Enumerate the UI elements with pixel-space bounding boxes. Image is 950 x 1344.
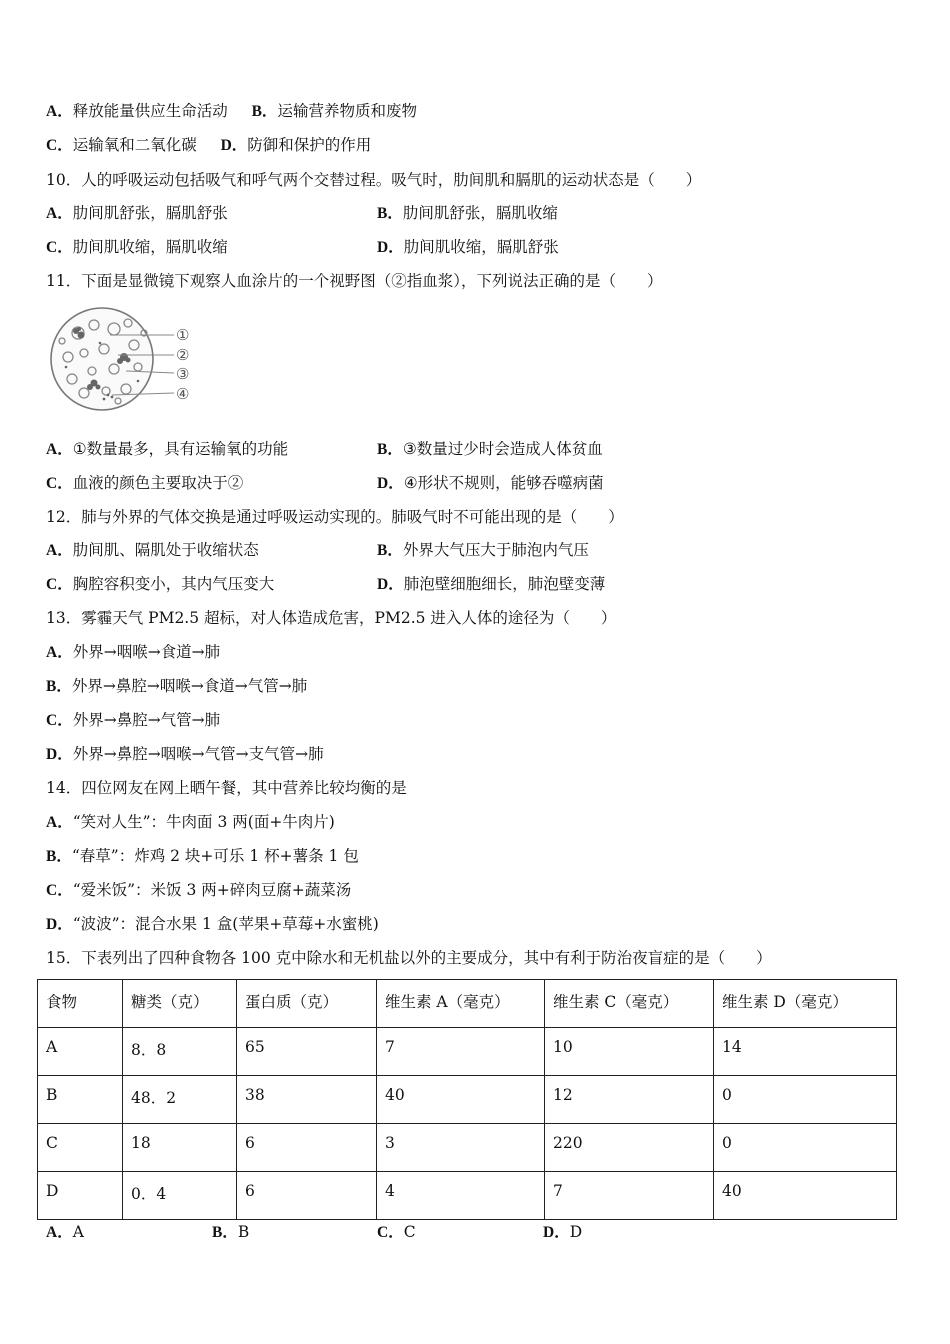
table-cell: 0: [714, 1076, 897, 1124]
q9-option-c-label: C．: [46, 137, 73, 154]
q10-stem: 10．人的呼吸运动包括吸气和呼气两个交替过程。吸气时，肋间肌和膈肌的运动状态是（ ）: [46, 171, 702, 189]
table-cell: 18: [123, 1124, 237, 1172]
q12-option-c-label: C．: [46, 576, 73, 593]
q15-option-d: [543, 1222, 582, 1243]
table-cell: 12: [545, 1076, 714, 1124]
q13-option-d: [46, 744, 324, 765]
q11-option-d-label: D．: [377, 475, 404, 492]
q13-option-c-label: C．: [46, 712, 73, 729]
q9-option-a-text: 释放能量供应生命活动: [72, 102, 228, 120]
q15-stem: 15．下表列出了四种食物各 100 克中除水和无机盐以外的主要成分，其中有利于防治夜盲症的是（ ）: [46, 949, 772, 967]
q12-option-d-text: 肺泡壁细胞细长，肺泡壁变薄: [403, 575, 606, 593]
q14-option-c: [46, 880, 351, 901]
q10-option-b-label: B．: [377, 205, 403, 222]
table-cell: 7: [377, 1028, 545, 1076]
q15-option-c: [377, 1222, 416, 1243]
q11-option-c-label: C．: [46, 475, 73, 492]
q12-option-d-label: D．: [377, 576, 404, 593]
table-cell: 40: [714, 1172, 897, 1220]
blood-smear-figure: [48, 305, 203, 413]
q13-option-c: [46, 710, 220, 731]
q12-option-b: [377, 540, 589, 561]
q14-option-b-text: “春草”：炸鸡 2 块+可乐 1 杯+薯条 1 包: [71, 847, 359, 865]
table-cell: 14: [714, 1028, 897, 1076]
q11-option-b-label: B．: [377, 441, 403, 458]
q14-option-a-text: “笑对人生”：牛肉面 3 两(面+牛肉片): [72, 813, 335, 831]
table-row: [38, 1076, 897, 1124]
q9-option-b-text: 运输营养物质和废物: [277, 102, 417, 120]
table-cell: A: [38, 1028, 123, 1076]
q13-option-a-text: 外界→咽喉→食道→肺: [72, 643, 221, 661]
q9-options-row2: [46, 135, 371, 156]
figure-label-1: ①: [176, 326, 190, 344]
q14-option-d-label: D．: [46, 916, 73, 933]
table-header-cell: 维生素 A（毫克）: [377, 980, 545, 1028]
q14-option-d: [46, 914, 379, 935]
microscope-field: [51, 308, 153, 410]
q10-option-c: [46, 237, 228, 258]
q12-option-b-label: B．: [377, 542, 403, 559]
q12-option-c: [46, 574, 274, 595]
q11-option-a-label: A．: [46, 441, 73, 458]
q10-option-c-label: C．: [46, 239, 73, 256]
q9-option-a-label: A．: [46, 103, 73, 120]
q11-option-c-text: 血液的颜色主要取决于②: [72, 474, 244, 492]
q13-option-b-text: 外界→鼻腔→咽喉→食道→气管→肺: [71, 677, 308, 695]
q13-option-b: [46, 676, 307, 697]
table-cell: C: [38, 1124, 123, 1172]
q15-option-b: [212, 1222, 249, 1243]
q11-stem: 11．下面是显微镜下观察人血涂片的一个视野图（②指血浆），下列说法正确的是（ ）: [46, 272, 663, 290]
q14-option-c-label: C．: [46, 882, 73, 899]
q11-option-c: [46, 473, 243, 494]
table-cell: 7: [545, 1172, 714, 1220]
table-header-cell: 蛋白质（克）: [237, 980, 377, 1028]
q14-option-c-text: “爱米饭”：米饭 3 两+碎肉豆腐+蔬菜汤: [72, 881, 352, 899]
q11-option-b: [377, 439, 603, 460]
q15-option-d-text: D: [569, 1223, 583, 1241]
table-cell: 10: [545, 1028, 714, 1076]
table-cell: B: [38, 1076, 123, 1124]
nutrition-table: [37, 979, 897, 1220]
q10-option-d-text: 肋间肌收缩，膈肌舒张: [403, 238, 559, 256]
q15-option-a-label: A．: [46, 1224, 73, 1241]
q11-option-d: [377, 473, 604, 494]
table-cell: D: [38, 1172, 123, 1220]
q10-option-b-text: 肋间肌舒张，膈肌收缩: [402, 204, 558, 222]
figure-label-3: ③: [176, 365, 190, 383]
table-row: [38, 1172, 897, 1220]
q13-option-b-label: B．: [46, 678, 72, 695]
table-cell: 6: [237, 1124, 377, 1172]
q11-option-a: [46, 439, 288, 460]
q12-option-a-label: A．: [46, 542, 73, 559]
q10-option-d: [377, 237, 559, 258]
q12-option-a: [46, 540, 259, 561]
q11-option-a-text: ①数量最多，具有运输氧的功能: [72, 440, 289, 458]
q13-option-d-text: 外界→鼻腔→咽喉→气管→支气管→肺: [72, 745, 324, 763]
q13-option-a-label: A．: [46, 644, 73, 661]
table-cell: 8．8: [123, 1028, 237, 1076]
table-cell: 0．4: [123, 1172, 237, 1220]
q15-option-a: [46, 1222, 84, 1243]
table-cell: 6: [237, 1172, 377, 1220]
table-cell: 38: [237, 1076, 377, 1124]
q14-option-b-label: B．: [46, 848, 72, 865]
q15-option-c-label: C．: [377, 1224, 404, 1241]
q12-option-a-text: 肋间肌、隔肌处于收缩状态: [72, 541, 259, 559]
q13-option-a: [46, 642, 220, 663]
q9-options-row1: [46, 101, 417, 122]
table-cell: 220: [545, 1124, 714, 1172]
q9-option-d-text: 防御和保护的作用: [247, 136, 372, 154]
q11-option-b-text: ③数量过少时会造成人体贫血: [402, 440, 603, 458]
q15-option-c-text: C: [403, 1223, 416, 1241]
q10-option-a-text: 肋间肌舒张，膈肌舒张: [72, 204, 228, 222]
table-header-cell: 维生素 C（毫克）: [545, 980, 714, 1028]
table-row: [38, 1124, 897, 1172]
table-row: [38, 1028, 897, 1076]
table-cell: 40: [377, 1076, 545, 1124]
table-cell: 4: [377, 1172, 545, 1220]
table-header-row: [38, 980, 897, 1028]
q10-option-c-text: 肋间肌收缩，膈肌收缩: [72, 238, 228, 256]
q14-option-a: [46, 812, 335, 833]
q15-option-b-text: B: [237, 1223, 250, 1241]
q12-stem: 12．肺与外界的气体交换是通过呼吸运动实现的。肺吸气时不可能出现的是（ ）: [46, 508, 624, 526]
q10-option-b: [377, 203, 558, 224]
table-header-cell: 维生素 D（毫克）: [714, 980, 897, 1028]
table-cell: 48．2: [123, 1076, 237, 1124]
q9-option-b-label: B．: [251, 103, 278, 120]
q10-option-d-label: D．: [377, 239, 404, 256]
table-cell: 3: [377, 1124, 545, 1172]
q9-option-c-text: 运输氧和二氧化碳: [72, 136, 197, 154]
q12-option-b-text: 外界大气压大于肺泡内气压: [402, 541, 589, 559]
q9-option-d-label: D．: [220, 137, 248, 154]
q13-option-d-label: D．: [46, 746, 73, 763]
figure-label-2: ②: [176, 346, 190, 364]
q12-option-c-text: 胸腔容积变小，其内气压变大: [72, 575, 275, 593]
q14-option-a-label: A．: [46, 814, 73, 831]
figure-label-4: ④: [176, 385, 190, 403]
q10-option-a: [46, 203, 228, 224]
q12-option-d: [377, 574, 605, 595]
q13-stem: 13．雾霾天气 PM2.5 超标，对人体造成危害，PM2.5 进入人体的途径为（ ）: [46, 609, 617, 627]
q13-option-c-text: 外界→鼻腔→气管→肺: [72, 711, 221, 729]
q10-option-a-label: A．: [46, 205, 73, 222]
q14-stem: 14．四位网友在网上晒午餐，其中营养比较均衡的是: [46, 779, 407, 797]
table-header-cell: 食物: [38, 980, 123, 1028]
q11-option-d-text: ④形状不规则，能够吞噬病菌: [403, 474, 604, 492]
q14-option-d-text: “波波”：混合水果 1 盒(苹果+草莓+水蜜桃): [72, 915, 379, 933]
q15-option-b-label: B．: [212, 1224, 238, 1241]
table-cell: 65: [237, 1028, 377, 1076]
q15-option-d-label: D．: [543, 1224, 570, 1241]
table-header-cell: 糖类（克）: [123, 980, 237, 1028]
table-cell: 0: [714, 1124, 897, 1172]
q15-option-a-text: A: [72, 1223, 84, 1241]
q14-option-b: [46, 846, 359, 867]
